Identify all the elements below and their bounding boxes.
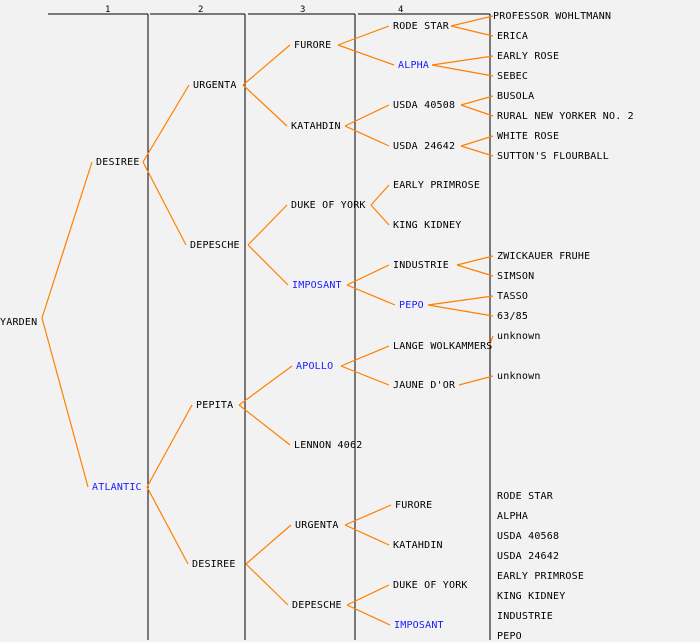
pedigree-edge <box>461 105 493 116</box>
node-simson: SIMSON <box>497 271 535 282</box>
generation-header-3: 3 <box>300 5 306 15</box>
node-sebec: SEBEC <box>497 71 529 82</box>
node-usda-40568: USDA 40568 <box>497 531 560 542</box>
pedigree-edge <box>461 96 493 105</box>
pedigree-edge <box>345 105 389 126</box>
pedigree-edge <box>432 56 493 65</box>
node-depesche-2: DEPESCHE <box>292 600 342 611</box>
node-zwickauer: ZWICKAUER FRUHE <box>497 251 591 262</box>
pedigree-edge <box>371 205 389 225</box>
pedigree-edge <box>42 318 88 487</box>
node-busola: BUSOLA <box>497 91 535 102</box>
node-usda-40508: USDA 40508 <box>393 100 456 111</box>
node-tasso: TASSO <box>497 291 529 302</box>
pedigree-edge <box>459 376 493 385</box>
node-king-kidney-1: KING KIDNEY <box>393 220 462 231</box>
pedigree-edge <box>239 405 290 445</box>
pedigree-edge <box>338 45 394 65</box>
node-white-rose: WHITE ROSE <box>497 131 560 142</box>
node-desiree-1: DESIREE <box>96 157 140 168</box>
node-rural-ny-2: RURAL NEW YORKER NO. 2 <box>497 111 634 122</box>
node-early-prim-2: EARLY PRIMROSE <box>497 571 585 582</box>
pedigree-edge <box>345 126 389 146</box>
pedigree-edge <box>341 346 389 366</box>
node-alpha-2: ALPHA <box>497 511 529 522</box>
generation-header-4: 4 <box>398 5 404 15</box>
pedigree-edge <box>143 162 186 245</box>
pedigree-edge <box>246 564 288 605</box>
node-duke-york-2: DUKE OF YORK <box>393 580 468 591</box>
node-industrie-1: INDUSTRIE <box>393 260 449 271</box>
pedigree-edge <box>243 85 287 126</box>
pedigree-edge <box>428 305 493 316</box>
node-unknown-2: unknown <box>497 371 541 382</box>
node-pepita: PEPITA <box>196 400 234 411</box>
pedigree-edge <box>147 405 192 487</box>
pedigree-edge <box>451 26 493 36</box>
pedigree-edge <box>248 245 288 285</box>
node-early-prim-1: EARLY PRIMROSE <box>393 180 481 191</box>
pedigree-edge <box>248 205 287 245</box>
node-industrie-2: INDUSTRIE <box>497 611 553 622</box>
node-rode-star-1: RODE STAR <box>393 21 449 32</box>
pedigree-edge <box>246 525 291 564</box>
node-unknown-1: unknown <box>497 331 541 342</box>
pedigree-edge <box>42 162 92 318</box>
node-furore-1: FURORE <box>294 40 332 51</box>
node-pepo-2: PEPO <box>497 631 522 642</box>
node-katahdin-2: KATAHDIN <box>393 540 443 551</box>
pedigree-edge <box>147 487 188 564</box>
pedigree-edge <box>451 16 493 26</box>
pedigree-edge <box>457 265 493 276</box>
pedigree-edge <box>338 26 389 45</box>
pedigree-edge <box>461 136 493 146</box>
node-usda-24642-2: USDA 24642 <box>497 551 560 562</box>
node-lennon-4062: LENNON 4062 <box>294 440 363 451</box>
pedigree-edge <box>345 525 389 545</box>
node-desiree-2: DESIREE <box>192 559 236 570</box>
pedigree-edge <box>347 605 390 625</box>
node-suttons-flour: SUTTON'S FLOURBALL <box>497 151 609 162</box>
pedigree-edge <box>371 185 389 205</box>
pedigree-edge <box>341 366 389 385</box>
node-imposant-2[interactable]: IMPOSANT <box>394 620 444 631</box>
pedigree-edge <box>347 265 389 285</box>
node-furore-2: FURORE <box>395 500 433 511</box>
node-king-kidney-2: KING KIDNEY <box>497 591 566 602</box>
node-early-rose: EARLY ROSE <box>497 51 560 62</box>
node-rode-star-2: RODE STAR <box>497 491 553 502</box>
pedigree-edge <box>347 285 395 305</box>
node-pepo-1[interactable]: PEPO <box>399 300 424 311</box>
node-yarden: YARDEN <box>0 317 38 328</box>
pedigree-edge <box>461 146 493 156</box>
node-lange-wolk: LANGE WOLKAMMERS <box>393 341 493 352</box>
node-urgenta-2: URGENTA <box>295 520 339 531</box>
pedigree-edge <box>143 85 189 162</box>
node-duke-york-1: DUKE OF YORK <box>291 200 366 211</box>
pedigree-edge <box>239 366 292 405</box>
node-urgenta-1: URGENTA <box>193 80 237 91</box>
node-imposant-1[interactable]: IMPOSANT <box>292 280 342 291</box>
pedigree-edge <box>432 65 493 76</box>
pedigree-edge <box>347 585 389 605</box>
node-depesche-1: DEPESCHE <box>190 240 240 251</box>
pedigree-edge <box>345 505 391 525</box>
node-alpha-1[interactable]: ALPHA <box>398 60 430 71</box>
node-apollo[interactable]: APOLLO <box>296 361 334 372</box>
pedigree-edge <box>428 296 493 305</box>
generation-header-2: 2 <box>198 5 204 15</box>
generation-header-1: 1 <box>105 5 111 15</box>
pedigree-edge <box>457 256 493 265</box>
node-prof-wohl: PROFESSOR WOHLTMANN <box>493 11 612 22</box>
node-jaune-dor: JAUNE D'OR <box>393 380 456 391</box>
pedigree-edge <box>243 45 290 85</box>
node-usda-24642-1: USDA 24642 <box>393 141 456 152</box>
node-63-85: 63/85 <box>497 311 529 322</box>
node-katahdin-1: KATAHDIN <box>291 121 341 132</box>
node-atlantic[interactable]: ATLANTIC <box>92 482 142 493</box>
node-erica: ERICA <box>497 31 529 42</box>
